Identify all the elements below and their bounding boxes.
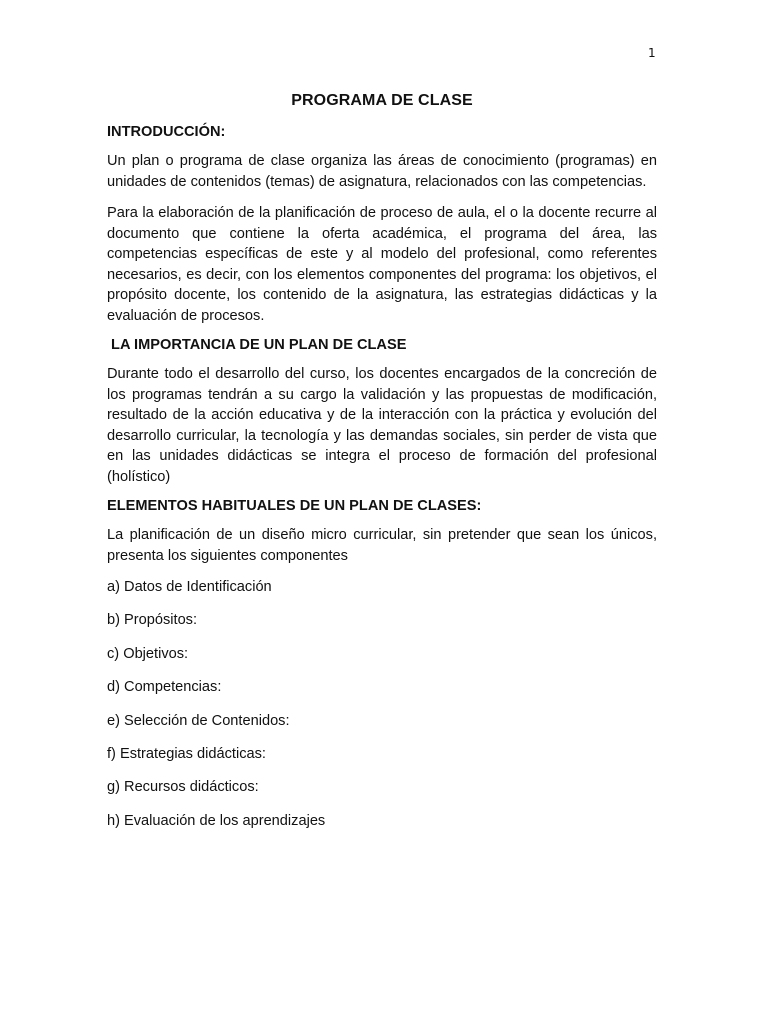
list-item: b) Propósitos: — [107, 612, 198, 629]
document-body — [107, 92, 657, 844]
intro-paragraph: Un plan o programa de clase organiza las áreas de conocimiento (programas) en unidades de contenidos (temas) de asignatura, relacionados con las competencias. — [107, 153, 657, 190]
importance-paragraph: Durante todo el desarrollo del curso, los docentes encargados de la concreción de los programas tendrán a su cargo la validación y las propuestas de modificación, resultado de la acción educativa y de la interacción con la práctica y evolución del desarrollo curricular, la tecnología y las demandas sociales, sin perder de vista que en las unidades didácticas se integra el proceso de formación del profesional (holístico) — [107, 366, 657, 485]
document-title: PROGRAMA DE CLASE — [291, 92, 473, 109]
list-item: h) Evaluación de los aprendizajes — [107, 812, 326, 829]
components-list — [107, 577, 657, 831]
list-item: d) Competencias: — [107, 679, 222, 696]
intro-paragraph: Para la elaboración de la planificación de proceso de aula, el o la docente recurre al documento que contiene la oferta académica, el programa del área, las competencias específicas de este y al modelo del profesional, como referentes necesarios, es decir, con los elementos componentes del programa: los objetivos, el propósito docente, los contenido de la asignatura, las estrategias didácticas y la evaluación de procesos. — [107, 205, 657, 324]
list-item: c) Objetivos: — [107, 645, 189, 662]
page-number: 1 — [648, 46, 656, 60]
intro-heading: INTRODUCCIÓN: — [107, 124, 226, 140]
elements-heading: ELEMENTOS HABITUALES DE UN PLAN DE CLASES: — [107, 498, 482, 514]
list-item: g) Recursos didácticos: — [107, 779, 259, 796]
importance-heading: LA IMPORTANCIA DE UN PLAN DE CLASE — [107, 337, 407, 353]
list-item: a) Datos de Identificación — [107, 579, 272, 595]
list-item: f) Estrategias didácticas: — [107, 745, 266, 762]
elements-paragraph: La planificación de un diseño micro curricular, sin pretender que sean los únicos, presenta los siguientes componentes — [107, 527, 657, 564]
list-item: e) Selección de Contenidos: — [107, 712, 290, 729]
